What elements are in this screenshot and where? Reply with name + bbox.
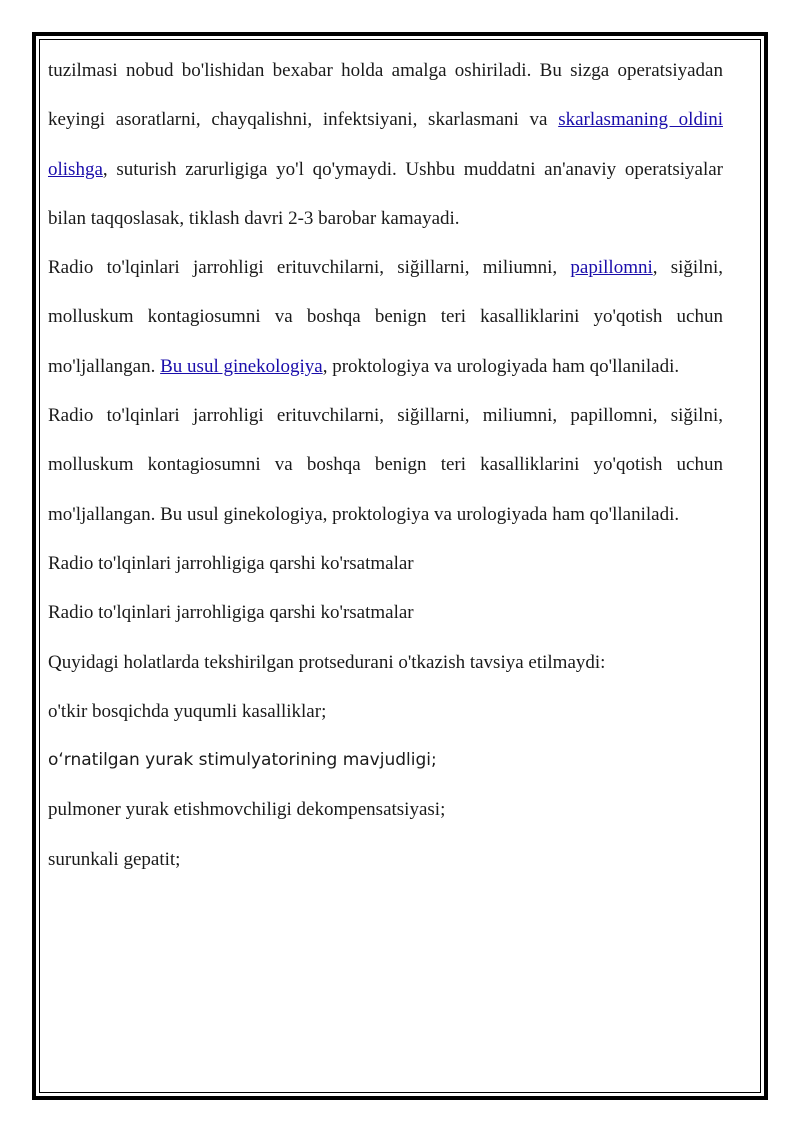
paragraph-text: , suturish zarurligiga yo'l qo'ymaydi. Ushbu muddatni an'anaviy operatsiyalar bilan taqqoslasak, tiklash davri 2-3 barobar kamayadi. (48, 158, 723, 229)
paragraph-recovery (48, 46, 723, 243)
link-papilloma[interactable]: papillomni (570, 257, 653, 279)
paragraph-indications-linked (48, 243, 723, 391)
list-item: pulmoner yurak etishmovchiligi dekompensatsiyasi; (48, 799, 446, 821)
section-heading: Radio to'lqinlari jarrohligiga qarshi ko'rsatmalar (48, 552, 414, 574)
paragraph-text: , proktologiya va urologiyada ham qo'llaniladi. (322, 355, 680, 377)
paragraph-text: Radio to'lqinlari jarrohligi erituvchilarni, siğillarni, miliumni, (48, 257, 571, 279)
contraindications-intro: Quyidagi holatlarda tekshirilgan protsedurani o'tkazish tavsiya etilmaydi: (48, 651, 606, 673)
link-gynecology[interactable]: Bu usul ginekologiya (160, 355, 323, 377)
section-heading-repeat: Radio to'lqinlari jarrohligiga qarshi ko'rsatmalar (48, 602, 414, 624)
list-item: oʻrnatilgan yurak stimulyatorining mavjudligi; (48, 750, 437, 771)
document-body (48, 46, 723, 884)
paragraph-indications: Radio to'lqinlari jarrohligi erituvchilarni, siğillarni, miliumni, papillomni, siğilni, molluskum kontagiosumni va boshqa benign teri kasalliklarini yo'qotish uchun mo'ljallangan. Bu usul ginekologiya, proktologiya va urologiyada ham qo'llaniladi. (48, 405, 723, 525)
list-item: o'tkir bosqichda yuqumli kasalliklar; (48, 700, 327, 722)
paragraph-text: tuzilmasi nobud bo'lishidan bexabar holda amalga oshiriladi. Bu sizga operatsiyadan keyingi asoratlarni, chayqalishni, infektsiyani, skarlasmani va (48, 60, 723, 131)
list-item: surunkali gepatit; (48, 848, 181, 870)
link-scar-prevention[interactable]: skarlasmaning oldini olishga (48, 109, 723, 180)
paragraph-text: , siğilni, molluskum kontagiosumni va boshqa benign teri kasalliklarini yo'qotish uchun mo'ljallangan. (48, 257, 723, 377)
